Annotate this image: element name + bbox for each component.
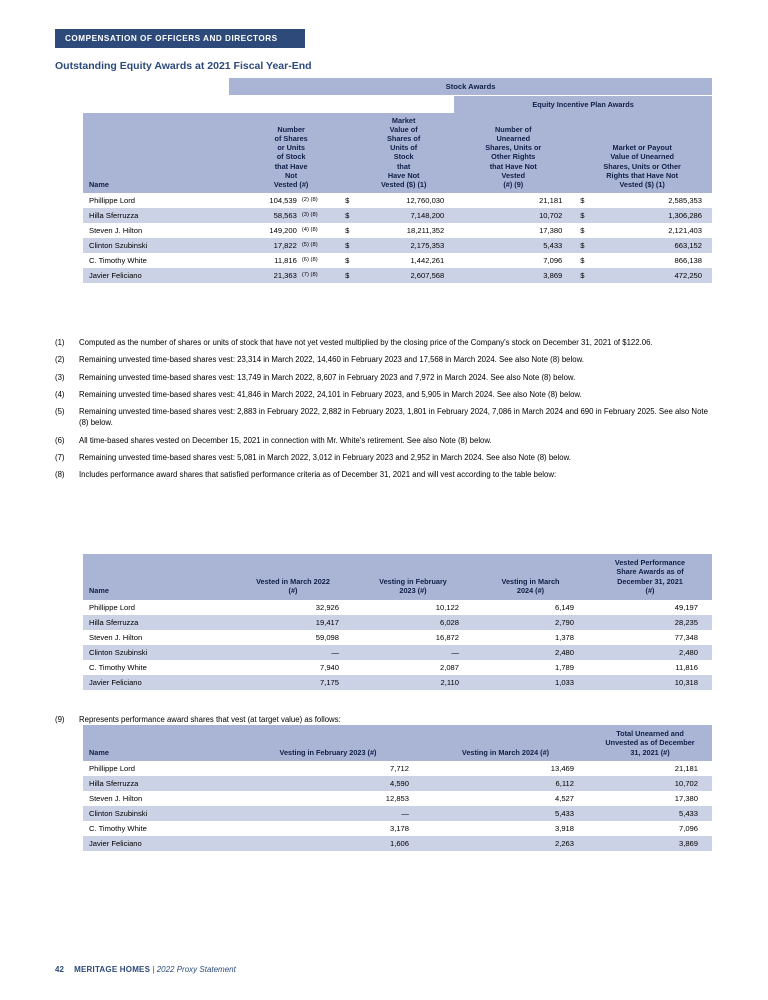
table-row <box>83 600 712 615</box>
company-name: MERITAGE HOMES <box>74 965 151 974</box>
col-header-vesting-march-2024 <box>473 554 588 600</box>
cell-vesting-feb-2023: — <box>233 806 423 821</box>
cell-vested-march-2022: 7,175 <box>233 675 353 690</box>
cell-footnote-ref: (5) (8) <box>299 238 337 253</box>
cell-currency-symbol: $ <box>337 253 353 268</box>
cell-name: Phillippe Lord <box>83 193 229 208</box>
footnote-number: (1) <box>55 338 65 347</box>
cell-vested-total: 49,197 <box>588 600 712 615</box>
cell-market-payout: 2,585,353 <box>588 193 712 208</box>
col-header-name: Name <box>83 113 229 193</box>
spacer-cell <box>299 96 337 114</box>
cell-currency-symbol: $ <box>337 193 353 208</box>
cell-market-value: 1,442,261 <box>353 253 454 268</box>
hl2: Unvested as of December <box>605 738 695 748</box>
footnote-item <box>55 354 715 365</box>
hl6: Vested <box>501 170 526 180</box>
hl3: Shares, Units or <box>485 143 542 153</box>
hl4: Units of <box>390 143 418 153</box>
hl5: Vested ($) (1) <box>619 179 665 189</box>
cell-market-payout: 472,250 <box>588 268 712 283</box>
footnote-text: Remaining unvested time-based shares vest: 2,883 in February 2022, 2,882 in February 2023, 1,801 in February 2024, 7,086 in March 2024 and 690 in February 2025. See also Note (8) below. <box>79 407 708 428</box>
table-row <box>83 208 712 223</box>
table-row <box>83 193 712 208</box>
footnote-text: Remaining unvested time-based shares vest: 23,314 in March 2022, 14,460 in February 2023 and 17,568 in March 2024. See also Note (8) below. <box>79 355 584 365</box>
cell-currency-symbol-2: $ <box>572 193 588 208</box>
cell-footnote-ref: (7) (8) <box>299 268 337 283</box>
col-header-name: Name <box>83 725 233 761</box>
table-row <box>83 645 712 660</box>
hl4: Rights that Have Not <box>606 170 679 180</box>
cell-total-unearned: 21,181 <box>588 761 712 776</box>
footnote-number: (2) <box>55 355 65 365</box>
col-header-vesting-march-2024: Vesting in March 2024 (#) <box>423 725 588 761</box>
cell-vesting-feb-2023: 7,712 <box>233 761 423 776</box>
footnote-text: Represents performance award shares that vest (at target value) as follows: <box>79 715 341 724</box>
col-header-shares-units <box>229 113 353 193</box>
cell-vesting-march-2024: 2,790 <box>473 615 588 630</box>
col-header-vested-march-2022 <box>233 554 353 600</box>
hl3: or Units <box>277 143 305 153</box>
cell-vested-total: 10,318 <box>588 675 712 690</box>
cell-vested-march-2022: — <box>233 645 353 660</box>
spacer-cell <box>353 96 454 114</box>
hl1: Vesting in March <box>501 576 560 586</box>
cell-footnote-ref: (4) (8) <box>299 223 337 238</box>
hl8: Vested ($) (1) <box>380 179 427 189</box>
cell-vested-march-2022: 7,940 <box>233 660 353 675</box>
cell-currency-symbol: $ <box>337 268 353 283</box>
col-header-vesting-feb-2023 <box>353 554 473 600</box>
hl6: Not <box>285 170 298 180</box>
hl2: Share Awards as of <box>616 567 684 577</box>
hl7: Vested (#) <box>273 179 309 189</box>
cell-footnote-ref: (2) (8) <box>299 193 337 208</box>
spacer-cell <box>229 96 299 114</box>
hl1: Number of <box>495 125 532 135</box>
cell-name: Javier Feliciano <box>83 836 233 851</box>
table-group-header-row-2 <box>83 96 712 114</box>
cell-name: C. Timothy White <box>83 660 233 675</box>
cell-name: Clinton Szubinski <box>83 645 233 660</box>
cell-market-value: 12,760,030 <box>353 193 454 208</box>
hl1: Vesting in February <box>379 576 447 586</box>
footnote-number: (4) <box>55 389 65 399</box>
cell-unearned: 3,869 <box>454 268 572 283</box>
footnote-text: Includes performance award shares that satisfied performance criteria as of December 31, 2021 and will vest according to the table below: <box>79 470 557 480</box>
hl2: Unearned <box>496 134 531 144</box>
table-row <box>83 238 712 253</box>
hl1: Market or Payout <box>612 143 672 153</box>
hl5: that Have Not <box>489 161 537 171</box>
cell-vesting-march-2024: 6,149 <box>473 600 588 615</box>
table-row <box>83 615 712 630</box>
cell-vested-total: 77,348 <box>588 630 712 645</box>
cell-shares: 104,539 <box>229 193 299 208</box>
document-name: 2022 Proxy Statement <box>156 965 236 974</box>
cell-shares: 58,563 <box>229 208 299 223</box>
cell-vesting-feb-2023: 6,028 <box>353 615 473 630</box>
col-header-vesting-feb-2023: Vesting in February 2023 (#) <box>233 725 423 761</box>
cell-name: Steven J. Hilton <box>83 223 229 238</box>
cell-shares: 149,200 <box>229 223 299 238</box>
cell-unearned: 17,380 <box>454 223 572 238</box>
cell-footnote-ref: (6) (8) <box>299 253 337 268</box>
cell-name: C. Timothy White <box>83 253 229 268</box>
cell-vesting-feb-2023: 1,606 <box>233 836 423 851</box>
cell-unearned: 5,433 <box>454 238 572 253</box>
spacer-cell <box>337 96 353 114</box>
cell-vesting-feb-2023: 2,110 <box>353 675 473 690</box>
cell-vesting-feb-2023: 3,178 <box>233 821 423 836</box>
cell-vested-total: 11,816 <box>588 660 712 675</box>
cell-vested-march-2022: 19,417 <box>233 615 353 630</box>
col-header-name: Name <box>83 554 233 600</box>
cell-name: Clinton Szubinski <box>83 238 229 253</box>
table-group-header-row <box>83 78 712 96</box>
cell-name: Hilla Sferruzza <box>83 776 233 791</box>
table-row <box>83 675 712 690</box>
target-vesting-table <box>83 725 712 851</box>
hl3: Shares, Units or Other <box>603 161 681 171</box>
cell-vesting-march-2024: 3,918 <box>423 821 588 836</box>
cell-currency-symbol-2: $ <box>572 208 588 223</box>
hl1: Vested Performance <box>614 558 686 567</box>
cell-vesting-march-2024: 13,469 <box>423 761 588 776</box>
hl4: of Stock <box>276 152 306 162</box>
footnote-text: All time-based shares vested on December 15, 2021 in connection with Mr. White's retirement. See also Note (8) below. <box>79 435 492 445</box>
cell-vesting-march-2024: 5,433 <box>423 806 588 821</box>
cell-name: Steven J. Hilton <box>83 630 233 645</box>
table-row <box>83 223 712 238</box>
footnote-item <box>55 452 715 463</box>
footnote-number: (9) <box>55 715 65 724</box>
hl2: of Shares <box>274 134 308 144</box>
footer-separator: | <box>152 965 155 974</box>
footnote-item <box>55 337 715 348</box>
cell-vesting-feb-2023: 16,872 <box>353 630 473 645</box>
cell-market-payout: 2,121,403 <box>588 223 712 238</box>
table-row <box>83 268 712 283</box>
col-header-vested-performance-awards <box>588 554 712 600</box>
hl4: (#) <box>645 586 655 596</box>
cell-unearned: 21,181 <box>454 193 572 208</box>
cell-name: Phillippe Lord <box>83 761 233 776</box>
table-row <box>83 660 712 675</box>
cell-vesting-feb-2023: 10,122 <box>353 600 473 615</box>
performance-vesting-table <box>83 554 712 690</box>
hl3: December 31, 2021 <box>617 576 683 586</box>
hl1: Number <box>277 125 305 135</box>
stock-awards-group-header: Stock Awards <box>229 78 712 96</box>
cell-market-payout: 1,306,286 <box>588 208 712 223</box>
cell-name: Steven J. Hilton <box>83 791 233 806</box>
hl1: Market <box>391 116 416 125</box>
cell-vesting-feb-2023: 4,590 <box>233 776 423 791</box>
cell-currency-symbol-2: $ <box>572 268 588 283</box>
footnote-item <box>55 469 715 480</box>
footnote-number: (7) <box>55 453 65 463</box>
footnotes-list <box>55 337 715 487</box>
table-row <box>83 791 712 806</box>
footnote-number: (3) <box>55 372 65 382</box>
cell-total-unearned: 7,096 <box>588 821 712 836</box>
cell-total-unearned: 5,433 <box>588 806 712 821</box>
table-header-row <box>83 725 712 761</box>
page-footer <box>55 965 236 974</box>
hl1: Vested in March 2022 <box>256 576 330 586</box>
table-row <box>83 253 712 268</box>
table-row <box>83 836 712 851</box>
cell-name: Javier Feliciano <box>83 675 233 690</box>
cell-currency-symbol-2: $ <box>572 253 588 268</box>
cell-vesting-march-2024: 1,789 <box>473 660 588 675</box>
cell-name: Phillippe Lord <box>83 600 233 615</box>
footnote-text: Remaining unvested time-based shares vest: 5,081 in March 2022, 3,012 in February 2023 and 2,952 in March 2024. See also Note (8) below. <box>79 453 571 463</box>
cell-vested-march-2022: 59,098 <box>233 630 353 645</box>
cell-shares: 11,816 <box>229 253 299 268</box>
cell-vesting-march-2024: 2,263 <box>423 836 588 851</box>
cell-vested-total: 2,480 <box>588 645 712 660</box>
cell-vesting-march-2024: 1,378 <box>473 630 588 645</box>
hl6: that <box>396 161 411 171</box>
cell-unearned: 10,702 <box>454 208 572 223</box>
hl5: Stock <box>393 152 414 162</box>
col-header-market-value <box>353 113 454 193</box>
footnote-item-9 <box>55 715 715 724</box>
footnote-number: (6) <box>55 435 65 445</box>
cell-vesting-feb-2023: — <box>353 645 473 660</box>
spacer-cell <box>83 96 229 114</box>
cell-name: Clinton Szubinski <box>83 806 233 821</box>
hl1: Total Unearned and <box>616 729 684 738</box>
table-row <box>83 630 712 645</box>
footnote-number: (5) <box>55 407 65 417</box>
cell-market-payout: 866,138 <box>588 253 712 268</box>
page-title: Outstanding Equity Awards at 2021 Fiscal Year-End <box>55 60 312 72</box>
cell-currency-symbol-2: $ <box>572 238 588 253</box>
cell-vesting-feb-2023: 12,853 <box>233 791 423 806</box>
cell-vested-total: 28,235 <box>588 615 712 630</box>
cell-total-unearned: 17,380 <box>588 791 712 806</box>
cell-currency-symbol: $ <box>337 223 353 238</box>
cell-market-value: 18,211,352 <box>353 223 454 238</box>
cell-currency-symbol-2: $ <box>572 223 588 238</box>
hl7: (#) (9) <box>503 179 524 189</box>
col-header-total-unearned <box>588 725 712 761</box>
footnote-item <box>55 435 715 446</box>
hl2: Value of Unearned <box>610 152 674 162</box>
equity-incentive-plan-awards-header: Equity Incentive Plan Awards <box>454 96 712 114</box>
table-header-row <box>83 554 712 600</box>
table-row <box>83 761 712 776</box>
footnote-number: (8) <box>55 470 65 480</box>
cell-market-value: 7,148,200 <box>353 208 454 223</box>
hl4: Other Rights <box>491 152 536 162</box>
table-row <box>83 821 712 836</box>
spacer-cell <box>83 78 229 96</box>
table-column-header-row <box>83 113 712 193</box>
cell-footnote-ref: (3) (8) <box>299 208 337 223</box>
cell-currency-symbol: $ <box>337 208 353 223</box>
footnote-item <box>55 406 715 429</box>
cell-vesting-march-2024: 2,480 <box>473 645 588 660</box>
cell-currency-symbol: $ <box>337 238 353 253</box>
hl2: (#) <box>288 586 298 596</box>
cell-name: Javier Feliciano <box>83 268 229 283</box>
cell-shares: 17,822 <box>229 238 299 253</box>
cell-vesting-march-2024: 4,527 <box>423 791 588 806</box>
outstanding-equity-awards-table <box>83 78 712 283</box>
cell-name: C. Timothy White <box>83 821 233 836</box>
cell-market-value: 2,175,353 <box>353 238 454 253</box>
cell-vesting-march-2024: 6,112 <box>423 776 588 791</box>
cell-unearned: 7,096 <box>454 253 572 268</box>
footnote-text: Computed as the number of shares or units of stock that have not yet vested multiplied by the closing price of the Company's stock on December 31, 2021 of $122.06. <box>79 338 653 347</box>
page-number: 42 <box>55 965 64 974</box>
hl3: Shares of <box>387 134 421 144</box>
footnote-item <box>55 389 715 400</box>
cell-name: Hilla Sferruzza <box>83 208 229 223</box>
cell-shares: 21,363 <box>229 268 299 283</box>
hl2: Value of <box>389 125 418 135</box>
hl7: Have Not <box>387 170 420 180</box>
col-header-market-payout <box>572 113 712 193</box>
table-row <box>83 806 712 821</box>
hl2: 2024 (#) <box>516 586 545 596</box>
hl3: 31, 2021 (#) <box>630 747 670 757</box>
cell-vesting-feb-2023: 2,087 <box>353 660 473 675</box>
footnote-text: Remaining unvested time-based shares vest: 13,749 in March 2022, 8,607 in February 2023 and 7,972 in March 2024. See also Note (8) below. <box>79 372 576 382</box>
footnote-item <box>55 372 715 383</box>
cell-market-value: 2,607,568 <box>353 268 454 283</box>
col-header-unearned-shares <box>454 113 572 193</box>
cell-total-unearned: 10,702 <box>588 776 712 791</box>
cell-market-payout: 663,152 <box>588 238 712 253</box>
hl5: that Have <box>274 161 308 171</box>
cell-total-unearned: 3,869 <box>588 836 712 851</box>
table-row <box>83 776 712 791</box>
section-banner: COMPENSATION OF OFFICERS AND DIRECTORS <box>55 29 305 48</box>
cell-vested-march-2022: 32,926 <box>233 600 353 615</box>
footnote-text: Remaining unvested time-based shares vest: 41,846 in March 2022, 24,101 in February 2023, and 5,905 in March 2024. See also Note (8) below. <box>79 389 582 399</box>
cell-vesting-march-2024: 1,033 <box>473 675 588 690</box>
cell-name: Hilla Sferruzza <box>83 615 233 630</box>
hl2: 2023 (#) <box>399 586 427 596</box>
